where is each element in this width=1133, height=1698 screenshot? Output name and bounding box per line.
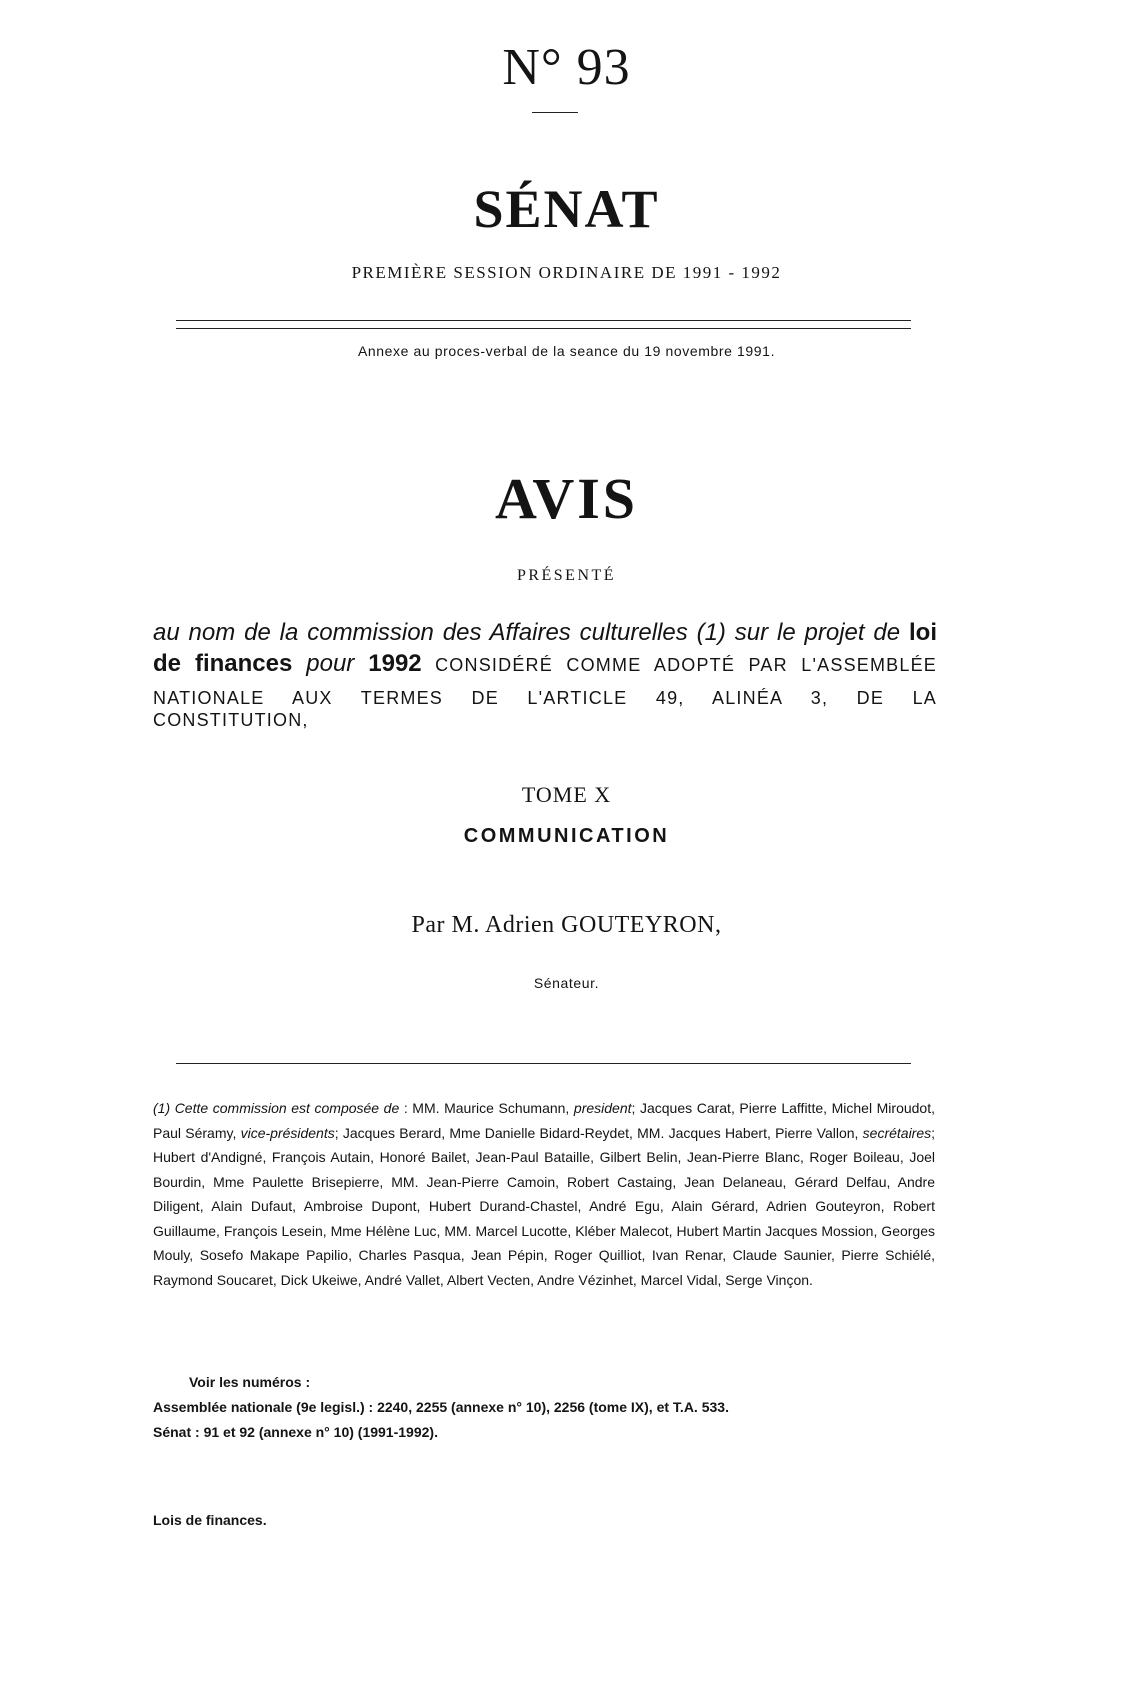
- subject-law: loi de finances: [153, 619, 937, 677]
- commission-chair: : MM. Maurice Schumann,: [399, 1100, 574, 1116]
- number-underline: [532, 112, 578, 113]
- subject-last-line: CONSTITUTION,: [153, 710, 309, 730]
- commission-footnote: [153, 1096, 935, 1292]
- commission-vice-role: vice-présidents: [240, 1124, 335, 1141]
- author-line: Par M. Adrien GOUTEYRON,: [411, 912, 722, 938]
- commission-secretaries: ; Jacques Berard, Mme Danielle Bidard-Reydet, MM. Jacques Habert, Pierre Vallon,: [334, 1124, 863, 1141]
- commission-secretary-role: secrétaires: [862, 1124, 932, 1141]
- subject-paragraph: [153, 617, 937, 714]
- commission-chair-role: president: [573, 1100, 632, 1116]
- header-rule-bottom: [176, 328, 911, 329]
- avis-title: AVIS: [494, 466, 639, 531]
- footnote-rule: [176, 1063, 911, 1064]
- subject-rest: CONSIDÉRÉ COMME ADOPTÉ PAR L'ASSEMBLÉE NATIONALE AUX TERMES DE L'ARTICLE 49, ALINÉA 3, DE LA: [153, 655, 938, 708]
- author-role: Sénateur.: [533, 975, 600, 991]
- annex-line: Annexe au proces-verbal de la seance du 19 novembre 1991.: [357, 343, 776, 359]
- references-label: Voir les numéros :: [189, 1374, 311, 1390]
- subject-intro: au nom de la commission des Affaires culturelles (1) sur le projet de: [153, 619, 909, 646]
- commission-members: ; Hubert d'Andigné, François Autain, Honoré Bailet, Jean-Paul Bataille, Gilbert Belin, Jean-Pierre Blanc, Roger Boileau, Joel Bourdin, Mme Paulette Brisepierre, MM. Jean-Pierre Camoin, Robert Castaing, Jean Delaneau, Gérard Delfau, Andre Diligent, Alain Dufaut, Ambroise Dupont, Hubert Durand-Chastel, André Egu, Alain Gérard, Adrien Gouteyron, Robert Guillaume, François Lesein, Mme Hélène Luc, MM. Marcel Lucotte, Kléber Malecot, Hubert Martin Jacques Mossion, Georges Mouly, Sosefo Makape Papilio, Charles Pasqua, Jean Pépin, Roger Quilliot, Ivan Renar, Claude Saunier, Pierre Schiélé, Raymond Soucaret, Dick Ukeiwe, André Vallet, Albert Vecten, Andre Vézinhet, Marcel Vidal, Serge Vinçon.: [153, 1124, 936, 1288]
- senat-reference: Sénat : 91 et 92 (annexe n° 10) (1991-1992).: [153, 1424, 438, 1440]
- subject-for: pour: [292, 650, 369, 677]
- tome-label: TOME X: [521, 782, 612, 807]
- topic-label: COMMUNICATION: [463, 825, 670, 847]
- subject-year: 1992: [368, 650, 422, 677]
- session-line: PREMIÈRE SESSION ORDINAIRE DE 1991 - 1992: [351, 263, 782, 282]
- assemblee-reference: Assemblée nationale (9e legisl.) : 2240, 2255 (annexe n° 10), 2256 (tome IX), et T.A. 533.: [153, 1399, 729, 1415]
- institution-title: SÉNAT: [473, 179, 660, 239]
- document-number: N° 93: [502, 39, 631, 96]
- presented-label: PRÉSENTÉ: [516, 567, 617, 584]
- category-label: Lois de finances.: [153, 1512, 267, 1528]
- header-rule-top: [176, 320, 911, 321]
- commission-vice: ; Jacques Carat, Pierre Laffitte, Michel Miroudot, Paul Séramy,: [153, 1100, 935, 1141]
- commission-intro: (1) Cette commission est composée de: [153, 1100, 400, 1116]
